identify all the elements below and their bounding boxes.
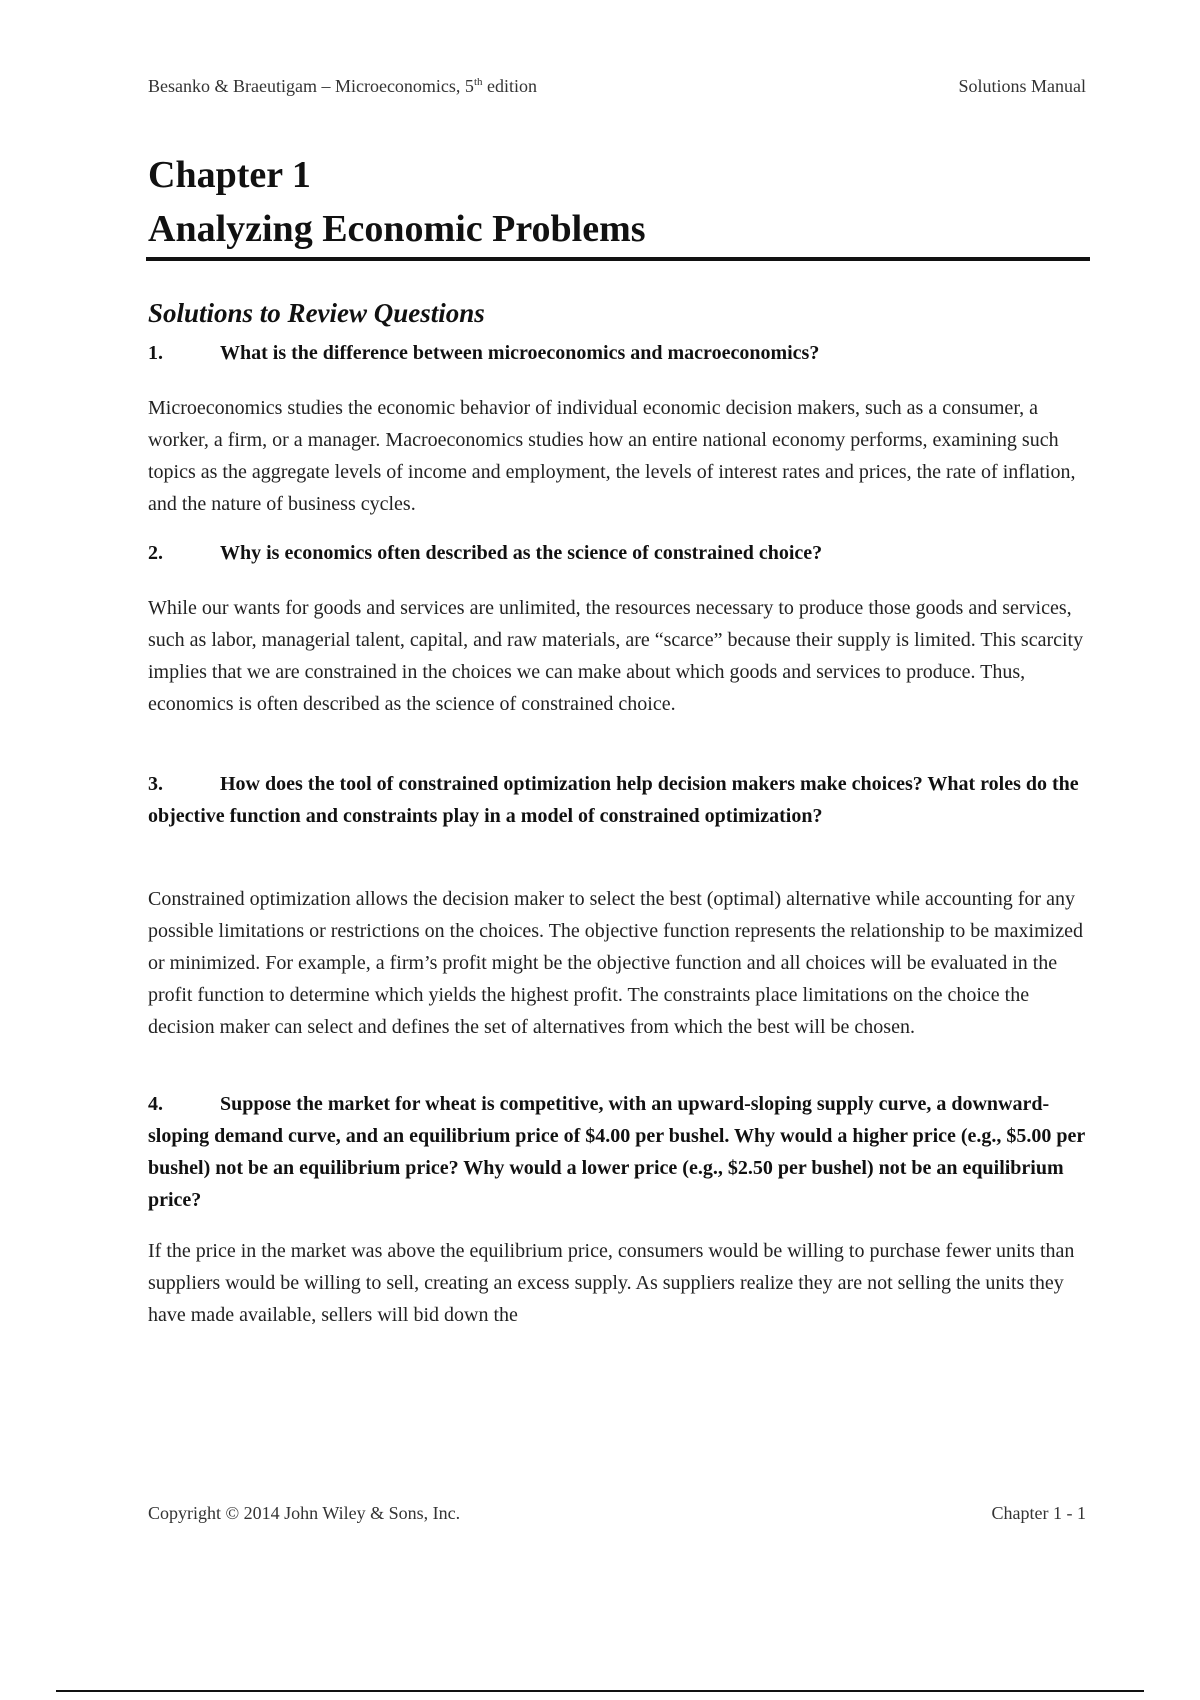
answer-4: If the price in the market was above the equilibrium price, consumers would be willing to purchase fewer units than suppliers would be willing to sell, creating an excess supply. As suppliers realize they are not selling the units they have made available, sellers will bid down the [148,1240,1075,1326]
answer-1: Microeconomics studies the economic behavior of individual economic decision makers, such as a consumer, a worker, a firm, or a manager. Macroeconomics studies how an entire national economy performs, examining such topics as the aggregate levels of income and employment, the levels of interest rates and prices, the rate of inflation, and the nature of business cycles. [148,397,1076,515]
chapter-name: Analyzing Economic Problems [148,208,646,250]
header-manual-label: Solutions Manual [958,76,1086,96]
header-book-title: Besanko & Braeutigam – Microeconomics, 5th edition [148,76,537,96]
question-2 [148,537,1088,569]
question-4 [148,1088,1088,1216]
question-number: 4. [148,1093,163,1115]
section-heading: Solutions to Review Questions [148,298,485,328]
question-text: Suppose the market for wheat is competitive, with an upward-sloping supply curve, a downward-sloping demand curve, and an equilibrium price of $4.00 per bushel. Why would a higher price (e.g., $5.00 per bushel) not be an equilibrium price? Why would a lower price (e.g., $2.50 per bushel) not be an equilibrium price? [148,1093,1085,1211]
question-number: 3. [148,773,163,795]
bottom-divider [56,1690,1144,1692]
question-1 [148,337,1088,369]
answer-3: Constrained optimization allows the decision maker to select the best (optimal) alternative while accounting for any possible limitations or restrictions on the choices. The objective function represents the relationship to be maximized or minimized. For example, a firm’s profit might be the objective function and all choices will be evaluated in the profit function to determine which yields the highest profit. The constraints place limitations on the choice the decision maker can select and defines the set of alternatives from which the best will be chosen. [148,888,1083,1038]
title-divider [146,257,1090,261]
question-3 [148,768,1088,832]
question-text: What is the difference between microeconomics and macroeconomics? [220,342,820,364]
running-footer [148,1503,1086,1524]
question-number: 1. [148,342,163,364]
chapter-number: Chapter 1 [148,154,311,196]
chapter-title [148,148,1088,256]
question-text: Why is economics often described as the science of constrained choice? [220,542,823,564]
question-number: 2. [148,542,163,564]
question-text: How does the tool of constrained optimization help decision makers make choices? What roles do the objective function and constraints play in a model of constrained optimization? [148,773,1079,827]
running-header [148,76,1086,97]
answer-2: While our wants for goods and services are unlimited, the resources necessary to produce those goods and services, such as labor, managerial talent, capital, and raw materials, are “scarce” because their supply is limited. This scarcity implies that we are constrained in the choices we can make about which goods and services to produce. Thus, economics is often described as the science of constrained choice. [148,597,1084,715]
footer-page-number: Chapter 1 - 1 [991,1503,1086,1523]
footer-copyright: Copyright © 2014 John Wiley & Sons, Inc. [148,1503,461,1523]
